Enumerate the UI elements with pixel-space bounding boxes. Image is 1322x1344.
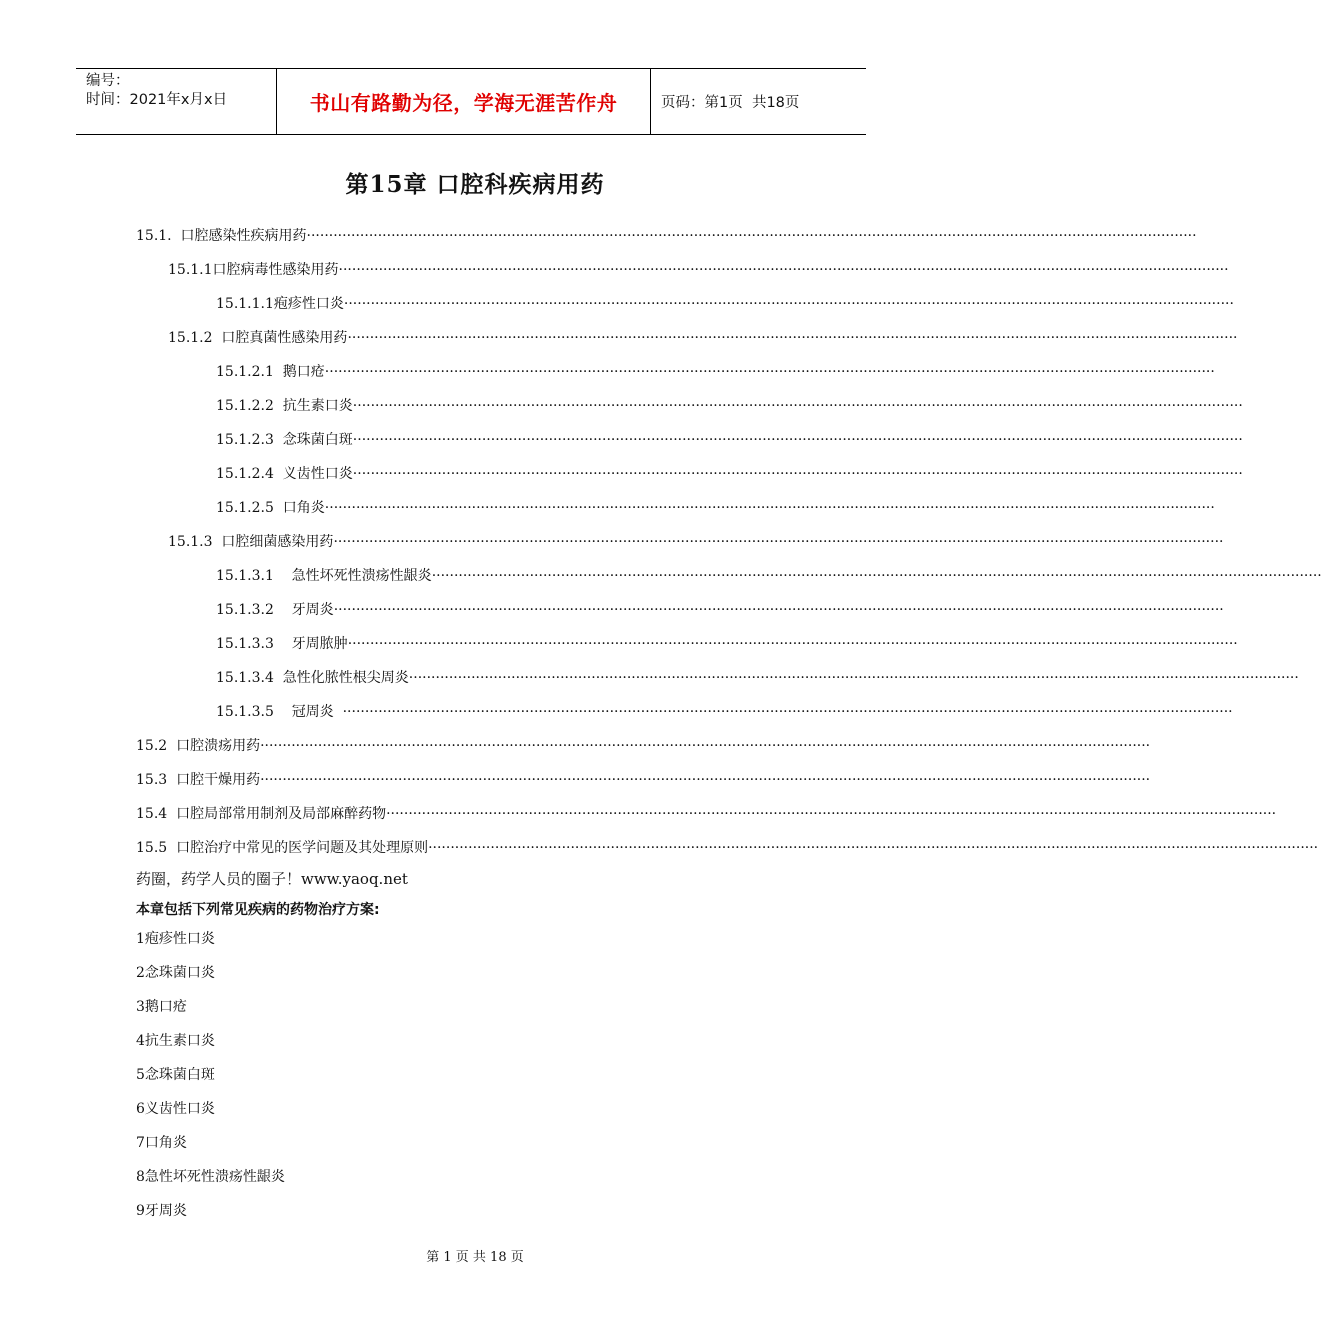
toc-entry-label: 15.1.1.1疱疹性口炎 [216, 296, 344, 312]
page-code-text: 页码：第1页 共18页 [661, 95, 800, 111]
toc-leader-dots: ········································································································································································································ [260, 738, 1151, 754]
toc-leader-dots: ········································································································································································································ [324, 364, 1215, 380]
disease-list-item: 4抗生素口炎 [136, 1033, 215, 1049]
toc-entry[interactable] [216, 430, 1243, 450]
toc-entry[interactable] [168, 260, 1229, 280]
toc-entry-label: 15.1.3.1 急性坏死性溃疡性龈炎 [216, 568, 432, 584]
toc-leader-dots: ········································································································································································································ [408, 670, 1299, 686]
toc-entry-label: 15.1.2.2 抗生素口炎 [216, 398, 353, 414]
header-page-code [651, 69, 866, 134]
header-meta [76, 69, 277, 134]
toc-leader-dots: ········································································································································································································ [338, 262, 1229, 278]
toc-leader-dots: ········································································································································································································ [260, 772, 1151, 788]
toc-leader-dots: ········································································································································································································ [352, 466, 1243, 482]
site-line: 药圈，药学人员的圈子！www.yaoq.net [136, 870, 408, 888]
toc-entry-label: 15.3 口腔干燥用药 [136, 772, 261, 788]
toc-entry[interactable] [136, 226, 1197, 246]
disease-list-item: 9牙周炎 [136, 1203, 187, 1219]
toc-entry[interactable] [168, 328, 1238, 348]
toc-leader-dots: ········································································································································································································ [431, 568, 1322, 584]
disease-list-item: 1疱疹性口炎 [136, 931, 215, 947]
time-label: 时间：2021年x月x日 [86, 92, 228, 108]
toc-leader-dots: ········································································································································································································ [347, 330, 1238, 346]
disease-list-item: 6义齿性口炎 [136, 1101, 215, 1117]
toc-leader-dots: ········································································································································································································ [428, 840, 1319, 856]
chapter-title: 第15章 口腔科疾病用药 [345, 171, 605, 198]
toc-leader-dots: ········································································································································································································ [333, 602, 1224, 618]
disease-list-item: 5念珠菌白斑 [136, 1067, 215, 1083]
toc-entry-label: 15.1.2.4 义齿性口炎 [216, 466, 353, 482]
toc-entry[interactable] [216, 498, 1215, 518]
toc-entry[interactable] [216, 396, 1243, 416]
toc-entry-label: 15.4 口腔局部常用制剂及局部麻醉药物 [136, 806, 387, 822]
toc-entry-label: 15.1.3.5 冠周炎 [216, 704, 343, 720]
toc-entry[interactable] [216, 600, 1224, 620]
toc-entry-label: 15.1.3.2 牙周炎 [216, 602, 334, 618]
toc-entry[interactable] [216, 702, 1233, 722]
intro-line: 本章包括下列常见疾病的药物治疗方案: [136, 902, 380, 918]
header-motto: 书山有路勤为径，学海无涯苦作舟 [277, 69, 651, 134]
number-label: 编号： [86, 73, 130, 89]
toc-entry[interactable] [136, 838, 1319, 858]
toc-entry-label: 15.5 口腔治疗中常见的医学问题及其处理原则 [136, 840, 429, 856]
toc-entry[interactable] [136, 736, 1151, 756]
toc-entry[interactable] [216, 668, 1299, 688]
toc-entry-label: 15.1. 口腔感染性疾病用药 [136, 228, 307, 244]
disease-list-item: 3鹅口疮 [136, 999, 187, 1015]
toc-leader-dots: ········································································································································································································ [324, 500, 1215, 516]
toc-entry-label: 15.1.3.4 急性化脓性根尖周炎 [216, 670, 409, 686]
page-header [76, 68, 866, 135]
toc-entry[interactable] [216, 634, 1238, 654]
toc-entry-label: 15.1.2.3 念珠菌白斑 [216, 432, 353, 448]
toc-entry[interactable] [216, 362, 1215, 382]
disease-list-item: 7口角炎 [136, 1135, 187, 1151]
toc-entry-label: 15.1.3.3 牙周脓肿 [216, 636, 348, 652]
toc-entry-label: 15.1.2.1 鹅口疮 [216, 364, 325, 380]
toc-leader-dots: ········································································································································································································ [347, 636, 1238, 652]
toc-entry[interactable] [216, 294, 1234, 314]
toc-entry[interactable] [168, 532, 1224, 552]
toc-leader-dots: ········································································································································································································ [333, 534, 1224, 550]
toc-entry[interactable] [136, 804, 1277, 824]
toc-entry[interactable] [136, 770, 1151, 790]
toc-entry-label: 15.1.1口腔病毒性感染用药 [168, 262, 339, 278]
toc-entry-label: 15.1.2.5 口角炎 [216, 500, 325, 516]
page-footer: 第 1 页 共 18 页 [426, 1250, 524, 1265]
toc-entry-label: 15.2 口腔溃疡用药 [136, 738, 261, 754]
toc-leader-dots: ········································································································································································································ [343, 296, 1234, 312]
toc-leader-dots: ········································································································································································································ [352, 398, 1243, 414]
toc-entry[interactable] [216, 464, 1243, 484]
toc-entry-label: 15.1.3 口腔细菌感染用药 [168, 534, 334, 550]
toc-leader-dots: ········································································································································································································ [342, 704, 1233, 720]
toc-leader-dots: ········································································································································································································ [386, 806, 1277, 822]
toc-entry-label: 15.1.2 口腔真菌性感染用药 [168, 330, 348, 346]
toc-leader-dots: ········································································································································································································ [306, 228, 1197, 244]
disease-list-item: 8急性坏死性溃疡性龈炎 [136, 1169, 285, 1185]
toc-entry[interactable] [216, 566, 1322, 586]
disease-list-item: 2念珠菌口炎 [136, 965, 215, 981]
toc-leader-dots: ········································································································································································································ [352, 432, 1243, 448]
